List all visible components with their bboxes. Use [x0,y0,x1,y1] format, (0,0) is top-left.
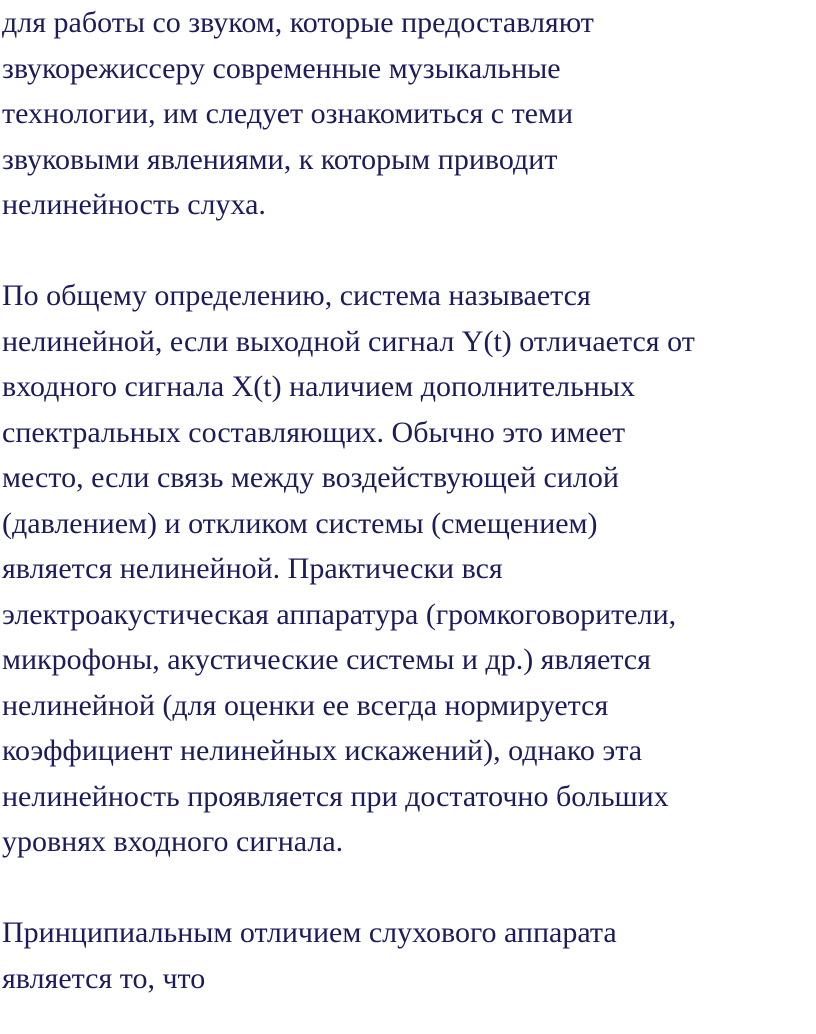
text-line: нелинейной (для оценки ее всегда нормируется [2,688,609,722]
text-line: является то, что [2,961,206,995]
paragraph-spacer [2,228,814,274]
document-page [2,0,814,1001]
text-line: коэффициент нелинейных искажений), однако эта [2,734,643,767]
text-line: технологии, им следует ознакомиться с теми [2,97,574,130]
text-line: место, если связь между воздействующей силой [2,461,619,494]
text-line: звуковыми явлениями, к которым приводит [2,142,558,176]
paragraph-conclusion [2,910,814,1001]
text-line: входного сигнала X(t) наличием дополнительных [2,370,636,403]
text-line: нелинейность слуха. [2,188,266,221]
text-line: звукорежиссеру современные музыкальные [2,51,561,85]
text-line: микрофоны, акустические системы и др.) является [2,643,651,676]
text-line: уровнях входного сигнала. [2,825,344,858]
text-line: является нелинейной. Практически вся [2,552,503,585]
text-line: нелинейность проявляется при достаточно больших [2,779,669,813]
text-line: По общему определению, система называется [2,279,591,312]
text-line: спектральных составляющих. Обычно это имеет [2,415,626,449]
paragraph-definition [2,273,814,865]
text-line: для работы со звуком, которые предоставляют [2,6,594,39]
paragraph-spacer [2,865,814,911]
text-line: электроакустическая аппаратура (громкоговорители, [2,597,677,631]
paragraph-intro [2,0,814,228]
text-line: (давлением) и откликом системы (смещением) [2,506,598,540]
text-line: Принципиальным отличием слухового аппарата [2,916,617,949]
text-line: нелинейной, если выходной сигнал Y(t) отличается от [2,324,695,358]
